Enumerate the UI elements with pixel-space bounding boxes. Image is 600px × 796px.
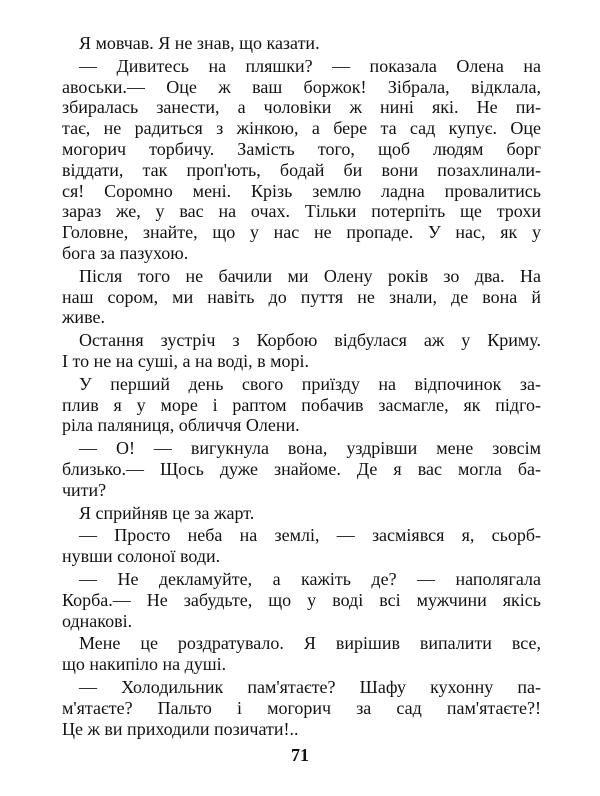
paragraph (62, 374, 541, 436)
text-line: ріла паляниця, обличчя Олени. (62, 415, 300, 436)
text-line: авоськи.— Оце ж ваш боржок! Зібрала, відклала, (62, 76, 541, 97)
text-line: Я мовчав. Я не знав, що казати. (79, 33, 320, 53)
text-line: У перший день свого приїзду на відпочинок за- (79, 373, 541, 394)
paragraph (62, 33, 541, 54)
paragraph (62, 633, 541, 675)
text-line: живе. (62, 307, 105, 328)
text-line: могорич торбичу. Замість того, щоб людям борг (62, 138, 541, 159)
text-line: І то не на суші, а на воді, в морі. (62, 350, 309, 371)
text-line: зараз же, у вас на очах. Тільки потерпіть ще трохи (62, 201, 541, 222)
paragraph (62, 56, 541, 264)
text-line: ся! Соромно мені. Крізь землю ладна провалитись (62, 180, 541, 201)
text-line: м'ятаєте? Пальто і могорич за сад пам'ятаєте?! (62, 697, 541, 718)
text-line: Після того не бачили ми Олену років зо два. На (79, 265, 541, 286)
paragraph (62, 525, 541, 567)
page-number: 71 (291, 745, 309, 765)
text-line: наш сором, ми навіть до пуття не знали, де вона й (62, 286, 541, 307)
text-line: — Дивитесь на пляшки? — показала Олена на (79, 55, 541, 76)
text-line: збиралась занести, а чоловіки ж нині які. Не пи- (62, 97, 541, 118)
text-line: Головне, знайте, що у нас не пропаде. У нас, як у (62, 222, 541, 243)
text-line: — Холодильник пам'ятаєте? Шафу кухонну па- (79, 676, 541, 697)
text-line: — Не декламуйте, а кажіть де? — наполягала (79, 568, 541, 589)
text-line: однакові. (62, 610, 133, 631)
text-line: Це ж ви приходили позичати!.. (62, 718, 299, 739)
text-line: що накипіло на душі. (62, 654, 227, 675)
text-line: Мене це роздратувало. Я вирішив випалити все, (79, 633, 541, 654)
text-line: — О! — вигукнула вона, уздрівши мене зовсім (79, 438, 541, 459)
text-line: бога за пазухою. (62, 242, 189, 263)
text-line: тає, не радиться з жінкою, а бере та сад купує. Оце (62, 118, 541, 139)
paragraph (62, 569, 541, 631)
text-line: близько.— Щось дуже знайоме. Де я вас могла ба- (62, 458, 541, 479)
paragraph (62, 677, 541, 739)
text-line: Корба.— Не забудьте, що у воді всі мужчини якісь (62, 589, 541, 610)
paragraph (62, 438, 541, 500)
text-line: Я сприйняв це за жарт. (79, 502, 255, 523)
text-line: — Просто неба на землі, — засміявся я, сьорб- (79, 525, 541, 546)
page-body (62, 33, 541, 741)
text-line: Остання зустріч з Корбою відбулася аж у Криму. (79, 330, 541, 351)
text-line: віддати, так проп'ють, бодай би вони позахлинали- (62, 159, 541, 180)
paragraph (62, 266, 541, 328)
paragraph (62, 330, 541, 372)
text-line: нувши солоної води. (62, 546, 221, 567)
paragraph (62, 503, 541, 524)
text-line: плив я у море і раптом побачив засмагле, як підго- (62, 394, 541, 415)
text-line: чити? (62, 479, 107, 500)
